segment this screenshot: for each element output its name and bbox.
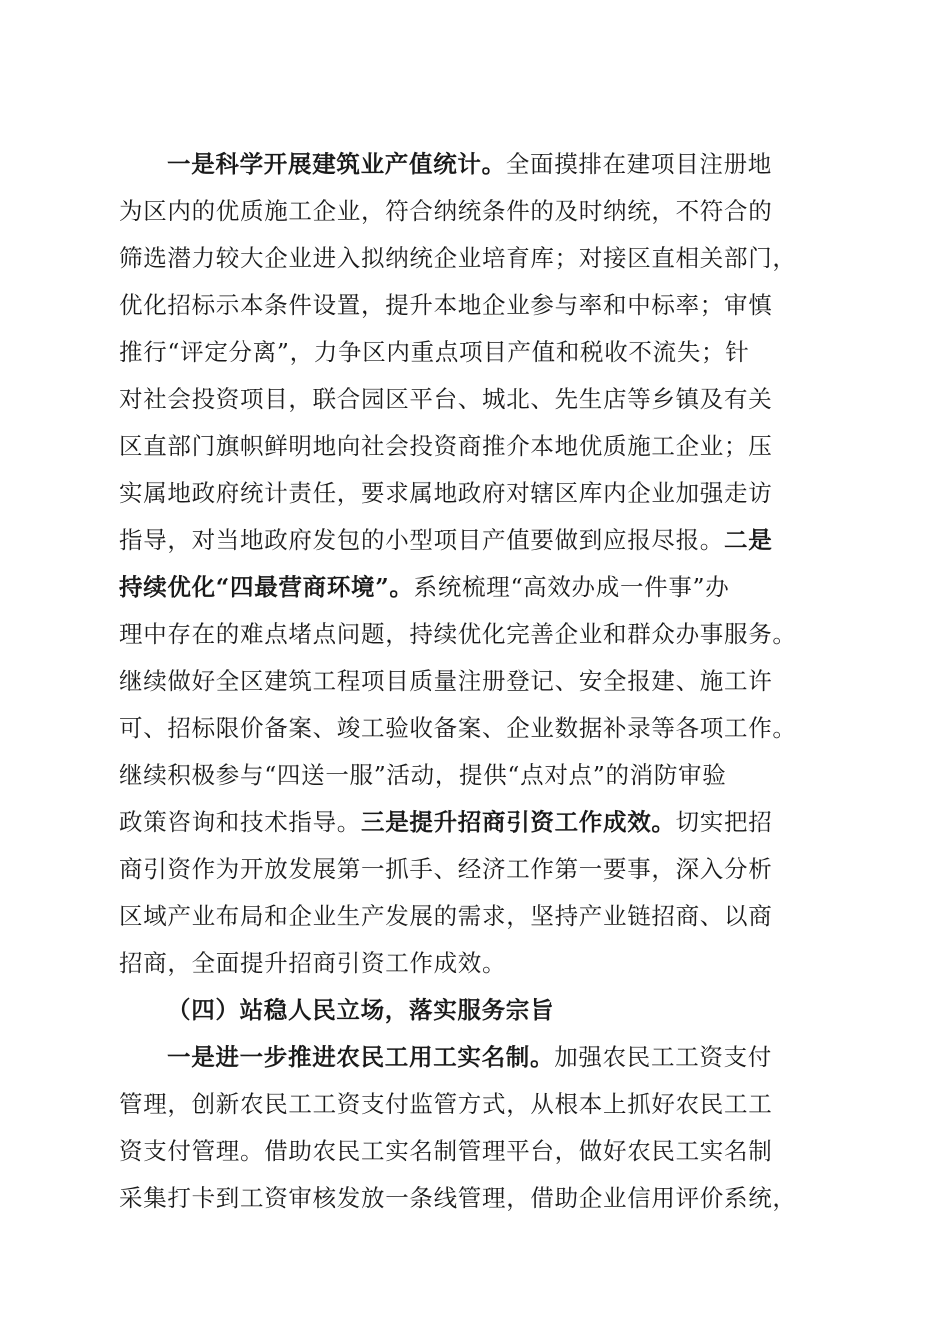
text-run: 招商，全面提升招商引资工作成效。 (119, 949, 507, 977)
text-line (119, 1034, 833, 1081)
text-line (119, 564, 833, 611)
text-line (119, 940, 833, 987)
text-line (119, 470, 833, 517)
text-line (119, 658, 833, 705)
text-run: 实属地政府统计责任，要求属地政府对辖区库内企业加强走访 (119, 479, 773, 507)
text-run: 推行“评定分离”，力争区内重点项目产值和税收不流失；针 (119, 338, 750, 366)
bold-text-run: 一是进一步推进农民工用工实名制。 (167, 1043, 555, 1071)
bold-text-run: 一是科学开展建筑业产值统计。 (167, 150, 506, 178)
text-run: 采集打卡到工资审核发放一条线管理，借助企业信用评价系统， (119, 1184, 797, 1212)
text-run: 政策咨询和技术指导。 (119, 808, 361, 836)
text-line (119, 1128, 833, 1175)
text-line (119, 141, 833, 188)
text-line (119, 1081, 833, 1128)
text-run: 对社会投资项目，联合园区平台、城北、先生店等乡镇及有关 (119, 385, 773, 413)
text-run: 管理，创新农民工工资支付监管方式，从根本上抓好农民工工 (119, 1090, 773, 1118)
text-line (119, 1175, 833, 1222)
text-line (119, 846, 833, 893)
text-run: 全面摸排在建项目注册地 (505, 150, 773, 178)
text-line (119, 235, 833, 282)
text-run: 继续做好全区建筑工程项目质量注册登记、安全报建、施工许 (119, 667, 773, 695)
text-line (119, 987, 833, 1034)
bold-text-run: 持续优化“四最营商环境”。 (119, 573, 414, 601)
text-line (119, 517, 833, 564)
text-line (119, 282, 833, 329)
text-run: 区直部门旗帜鲜明地向社会投资商推介本地优质施工企业；压 (119, 432, 773, 460)
text-run: 可、招标限价备案、竣工验收备案、企业数据补录等各项工作。 (119, 714, 797, 742)
text-run: 系统梳理“高效办成一件事”办 (413, 573, 730, 601)
text-line (119, 376, 833, 423)
text-run: 指导，对当地政府发包的小型项目产值要做到应报尽报。 (119, 526, 724, 554)
bold-text-run: 二是 (724, 526, 773, 554)
text-run: 区域产业布局和企业生产发展的需求，坚持产业链招商、以商 (119, 902, 773, 930)
text-run: 资支付管理。借助农民工实名制管理平台，做好农民工实名制 (119, 1137, 773, 1165)
text-line (119, 188, 833, 235)
text-run: 优化招标示本条件设置，提升本地企业参与率和中标率；审慎 (119, 291, 773, 319)
text-line (119, 752, 833, 799)
text-run: 理中存在的难点堵点问题，持续优化完善企业和群众办事服务。 (119, 620, 797, 648)
text-line (119, 799, 833, 846)
bold-text-run: 三是提升招商引资工作成效。 (361, 808, 676, 836)
text-line (119, 893, 833, 940)
text-line (119, 329, 833, 376)
text-run: 为区内的优质施工企业，符合纳统条件的及时纳统，不符合的 (119, 197, 773, 225)
bold-text-run: （四）站稳人民立场，落实服务宗旨 (167, 996, 555, 1024)
text-line (119, 705, 833, 752)
text-run: 筛选潜力较大企业进入拟纳统企业培育库；对接区直相关部门， (119, 244, 797, 272)
document-body (119, 141, 833, 1222)
text-run: 继续积极参与“四送一服”活动，提供“点对点”的消防审验 (119, 761, 727, 789)
text-run: 商引资作为开放发展第一抓手、经济工作第一要事，深入分析 (119, 855, 773, 883)
text-run: 加强农民工工资支付 (554, 1043, 773, 1071)
text-line (119, 423, 833, 470)
text-line (119, 611, 833, 658)
text-run: 切实把招 (675, 808, 773, 836)
